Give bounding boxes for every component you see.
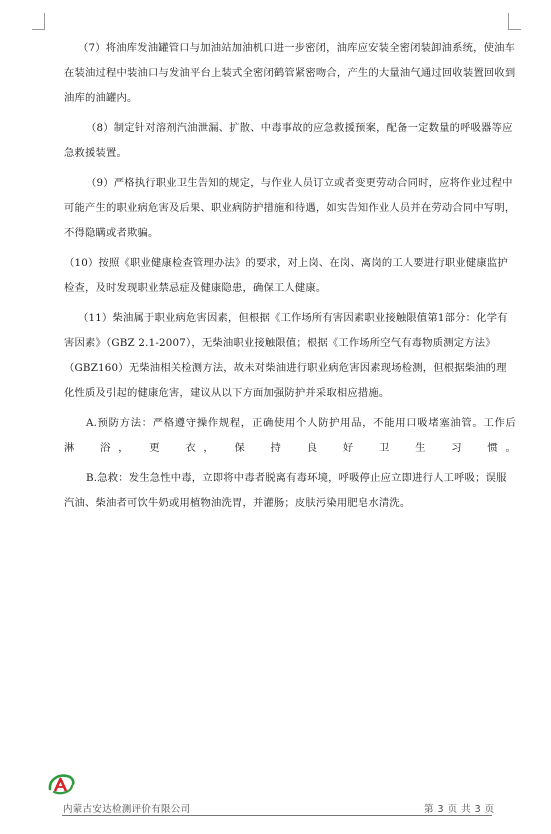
paragraph-prevention-continued: 淋 浴， 更 衣， 保 持 良 好 卫 生 习 惯。 [64, 442, 516, 454]
company-logo-icon [46, 772, 76, 796]
document-body [64, 36, 516, 521]
paragraph-8: （8）制定针对溶剂汽油泄漏、扩散、中毒事故的应急救援预案，配备一定数量的呼吸器等应急救援装置。 [64, 122, 513, 159]
paragraph-11: （11）柴油属于职业病危害因素，但根据《工作场所有害因素职业接触限值第1部分：化学有害因素》（GBZ 2.1-2007），无柴油职业接触限值；根据《工作场所空气有毒物质测定方法》（GBZ160）无柴油相关检测方法，故未对柴油进行职业病危害因素现场检测，但根据柴油的理化性质及引起的健康危害，建议从以下方面加强防护并采取相应措施。 [64, 312, 508, 399]
footer-page-number: 第 3 页 共 3 页 [424, 804, 495, 815]
paragraph-10: （10）按照《职业健康检查管理办法》的要求，对上岗、在岗、离岗的工人要进行职业健康监护检查，及时发现职业禁忌症及健康隐患，确保工人健康。 [64, 257, 508, 294]
footer-company-name: 内蒙古安达检测评价有限公司 [63, 804, 191, 815]
paragraph-9: （9）严格执行职业卫生告知的规定，与作业人员订立或者变更劳动合同时，应将作业过程中可能产生的职业病危害及后果、职业病防护措施和待遇，如实告知作业人员并在劳动合同中写明，不得隐瞒或者欺骗。 [64, 177, 516, 239]
crop-mark-top-left [32, 13, 45, 30]
footer-divider [62, 815, 492, 816]
crop-mark-top-right [508, 13, 521, 30]
paragraph-7: （7）将油库发油罐管口与加油站加油机口进一步密闭，油库应安装全密闭装卸油系统，使油车在装油过程中装油口与发油平台上装式全密闭鹤管紧密吻合，产生的大量油气通过回收装置回收到油库的油罐内。 [64, 42, 516, 104]
paragraph-prevention: A.预防方法：严格遵守操作规程，正确使用个人防护用品，不能用口吸堵塞油管。工作后 [86, 417, 516, 429]
paragraph-first-aid: B.急救：发生急性中毒，立即将中毒者脱离有毒环境，呼吸停止应立即进行人工呼吸；误服汽油、柴油者可饮牛奶或用植物油洗胃，并灌肠；皮肤污染用肥皂水清洗。 [64, 472, 507, 509]
